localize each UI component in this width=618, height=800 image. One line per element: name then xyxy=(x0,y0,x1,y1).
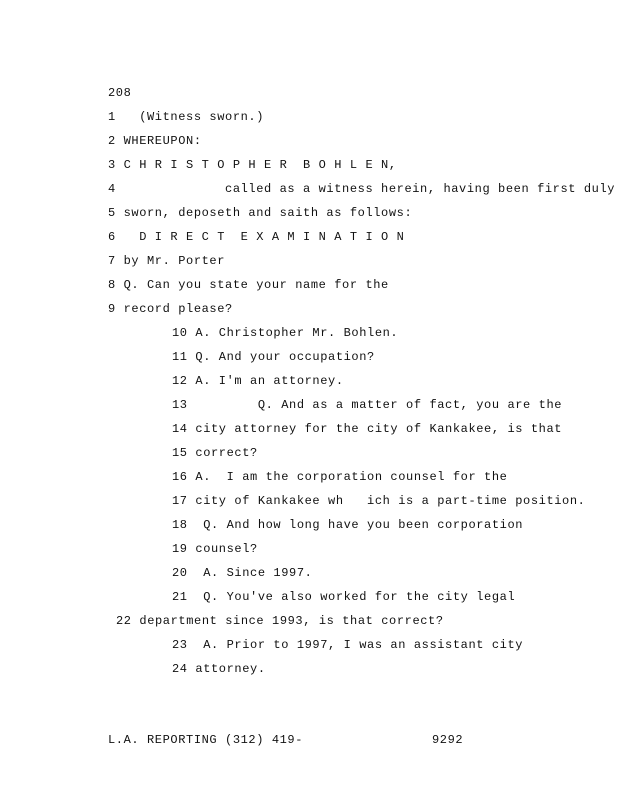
transcript-line-18: 18 Q. And how long have you been corporation xyxy=(172,518,524,532)
transcript-line-15: 15 correct? xyxy=(172,446,258,460)
transcript-line-10: 10 A. Christopher Mr. Bohlen. xyxy=(172,326,399,340)
transcript-line-7: 7 by Mr. Porter xyxy=(108,254,226,268)
transcript-line-17: 17 city of Kankakee wh ich is a part-time position. xyxy=(172,494,586,508)
transcript-line-14: 14 city attorney for the city of Kankakee, is that xyxy=(172,422,563,436)
transcript-line-6: 6 D I R E C T E X A M I N A T I O N xyxy=(108,230,405,244)
transcript-line-13: 13 Q. And as a matter of fact, you are the xyxy=(172,398,563,412)
transcript-line-20: 20 A. Since 1997. xyxy=(172,566,313,580)
transcript-line-22: 22 department since 1993, is that correct? xyxy=(116,614,444,628)
transcript-line-9: 9 record please? xyxy=(108,302,233,316)
transcript-line-12: 12 A. I'm an attorney. xyxy=(172,374,344,388)
page-number: 208 xyxy=(108,86,132,100)
transcript-line-2: 2 WHEREUPON: xyxy=(108,134,202,148)
transcript-line-19: 19 counsel? xyxy=(172,542,258,556)
footer-phone-suffix: 9292 xyxy=(432,733,464,747)
transcript-line-1: 1 (Witness sworn.) xyxy=(108,110,265,124)
transcript-line-8: 8 Q. Can you state your name for the xyxy=(108,278,389,292)
transcript-line-11: 11 Q. And your occupation? xyxy=(172,350,375,364)
transcript-line-3: 3 C H R I S T O P H E R B O H L E N, xyxy=(108,158,397,172)
transcript-line-4: 4 called as a witness herein, having been first duly xyxy=(108,182,616,196)
transcript-line-24: 24 attorney. xyxy=(172,662,266,676)
transcript-line-5: 5 sworn, deposeth and saith as follows: xyxy=(108,206,413,220)
transcript-line-16: 16 A. I am the corporation counsel for the xyxy=(172,470,508,484)
transcript-line-23: 23 A. Prior to 1997, I was an assistant city xyxy=(172,638,524,652)
footer-reporter: L.A. REPORTING (312) 419- xyxy=(108,733,304,747)
transcript-line-21: 21 Q. You've also worked for the city legal xyxy=(172,590,516,604)
